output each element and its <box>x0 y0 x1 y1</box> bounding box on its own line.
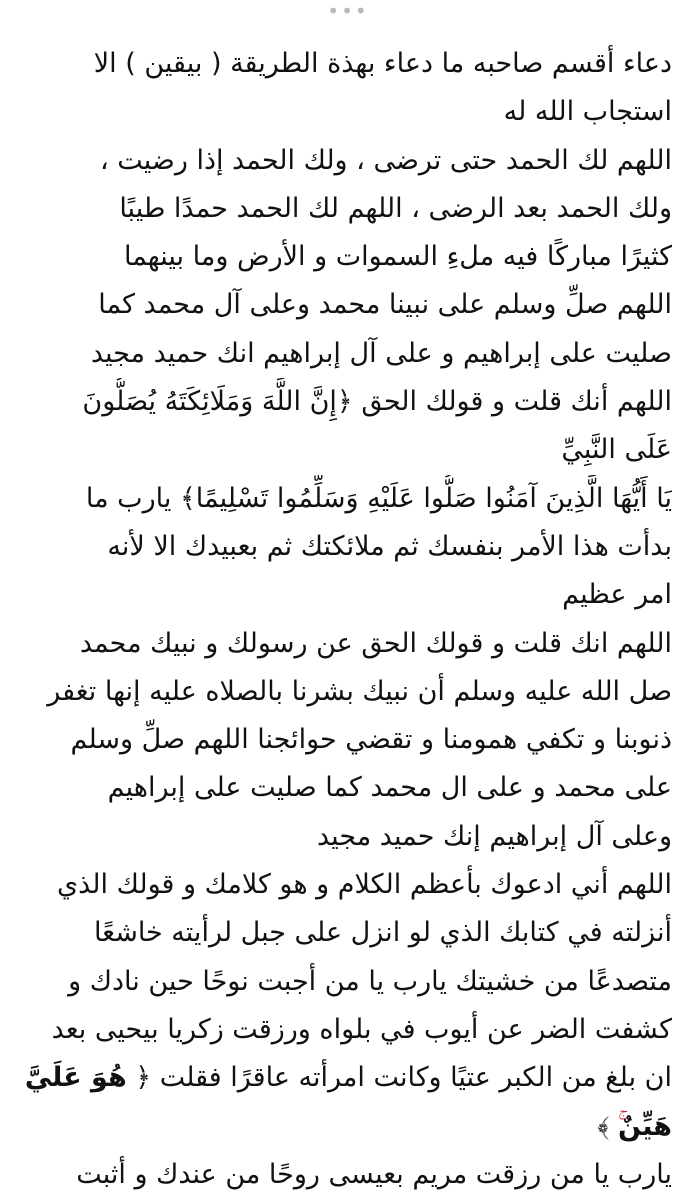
quran-verse: هَيِّنٌ <box>617 1110 672 1142</box>
text-line: دعاء أقسم صاحبه ما دعاء بهذة الطريقة ( بيقين ) الا <box>93 48 672 79</box>
text-line: استجاب الله له <box>503 96 672 128</box>
text-line <box>24 475 672 523</box>
text-line: اللهم صلِّ وسلم على نبينا محمد وعلى آل محمد كما <box>98 289 672 321</box>
text-line: أنزلته في كتابك الذي لو انزل على جبل لرأيته خاشعًا <box>93 917 672 949</box>
quran-verse: هُوَ عَلَيَّ <box>24 1062 127 1094</box>
text-segment: يارب ما <box>85 482 180 514</box>
text-line <box>24 1103 672 1151</box>
text-line <box>24 378 672 426</box>
text-line: وعلى آل إبراهيم إنك حميد مجيد <box>317 820 672 852</box>
text-line: كثيرًا مباركًا فيه ملءِ السموات و الأرض وما بينهما <box>123 241 672 273</box>
text-segment: ﴾ <box>597 1110 618 1142</box>
text-line: اللهم انك قلت و قولك الحق عن رسولك و نبيك محمد <box>79 627 672 659</box>
text-segment: ان بلغ من الكبر عتيًا وكانت امرأته عاقرًا فقلت ﴿ <box>126 1062 672 1094</box>
drag-handle-icon[interactable]: ••• <box>327 0 369 23</box>
text-line <box>24 1054 672 1102</box>
quran-verse: ﴿إِنَّ اللَّهَ وَمَلَائِكَتَهُ يُصَلُّونَ <box>82 386 353 418</box>
text-line: اللهم أني ادعوك بأعظم الكلام و هو كلامك و قولك الذي <box>56 869 672 901</box>
text-line: صليت على إبراهيم و على آل إبراهيم انك حميد مجيد <box>90 337 672 369</box>
text-segment: اللهم أنك قلت و قولك الحق <box>352 386 672 418</box>
text-line <box>24 426 672 474</box>
text-line: يارب يا من رزقت مريم بعيسى روحًا من عندك و أثبت <box>76 1158 672 1190</box>
text-line: صل الله عليه وسلم أن نبيك بشرنا بالصلاه عليه إنها تغفر <box>47 675 672 707</box>
quran-verse: عَلَى النَّبِيِّ <box>561 434 672 466</box>
text-line: على محمد و على ال محمد كما صليت على إبراهيم <box>107 772 672 804</box>
text-line: ولك الحمد بعد الرضى ، اللهم لك الحمد حمدًا طيبًا <box>119 192 672 224</box>
text-line: امر عظيم <box>562 579 672 611</box>
text-line: بدأت هذا الأمر بنفسك ثم ملائكتك ثم بعبيدك الا لأنه <box>107 530 672 562</box>
quran-verse: يَا أَيُّهَا الَّذِينَ آمَنُوا صَلُّوا عَلَيْهِ وَسَلِّمُوا تَسْلِيمًا﴾ <box>179 482 672 514</box>
text-line: متصدعًا من خشيتك يارب يا من أجبت نوحًا حين نادك و <box>68 965 672 997</box>
text-line: كشفت الضر عن أيوب في بلواه ورزقت زكريا بيحيى بعد <box>51 1013 672 1045</box>
text-line: اللهم لك الحمد حتى ترضى ، ولك الحمد إذا رضيت ، <box>99 144 672 176</box>
prayer-text <box>24 40 672 1199</box>
text-line: ذنوبنا و تكفي همومنا و تقضي حوائجنا اللهم صلِّ وسلم <box>70 724 672 756</box>
